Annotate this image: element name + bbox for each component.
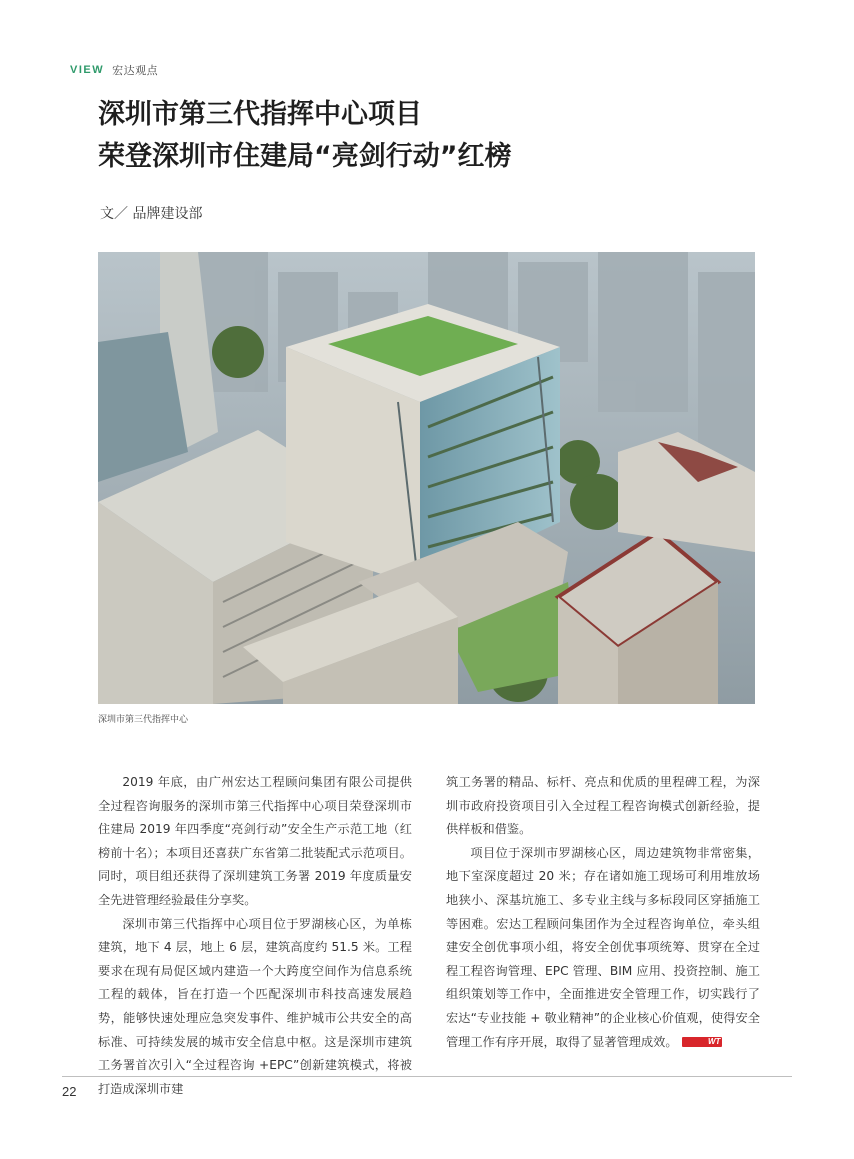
paragraph-3 [446,842,760,1054]
paragraph-3-text: 项目位于深圳市罗湖核心区，周边建筑物非常密集，地下室深度超过 20 米；存在诸如施工现场可利用堆放场地狭小、深基坑施工、多专业主线与多标段同区穿插施工等困难。宏达工程顾问集团作为全过程咨询单位，牵头组建安全创优事项小组，将安全创优事项统筹、贯穿在全过程工程咨询管理、EPC 管理、BIM 应用、投资控制、施工组织策划等工作中，全面推进安全管理工作，切实践行了宏达“专业技能 + 敬业精神”的企业核心价值观，使得安全管理工作有序开展，取得了显著管理成效。 [446,845,760,1049]
title-line-2: 荣登深圳市住建局“亮剑行动”红榜 [98,141,512,172]
article-column-left [98,771,412,1101]
building-rendering-image [98,252,755,704]
section-tag [70,62,158,78]
view-label: VIEW [70,64,105,76]
page-number: 22 [62,1084,77,1099]
image-caption: 深圳市第三代指挥中心 [98,715,189,725]
end-mark-logo: WT [682,1037,723,1047]
paragraph-2: 深圳市第三代指挥中心项目位于罗湖核心区，为单栋建筑，地下 4 层，地上 6 层，建筑高度约 51.5 米。工程要求在现有局促区域内建造一个大跨度空间作为信息系统工程的载体，旨在打造一个匹配深圳市科技高速发展趋势，能够快速处理应急突发事件、维护城市公共安全的高标准、可持续发展的城市安全信息中枢。这是深圳市建筑工务署首次引入“全过程咨询 +EPC”创新建筑模式，将被打造成深圳市建 [98,916,412,1096]
article-column-right [446,771,760,1054]
byline: 文／ 品牌建设部 [100,206,203,222]
title-line-1: 深圳市第三代指挥中心项目 [98,99,422,130]
section-label: 宏达观点 [112,64,159,77]
footer-rule [62,1076,792,1077]
paragraph-2-continued: 筑工务署的精品、标杆、亮点和优质的里程碑工程，为深圳市政府投资项目引入全过程工程咨询模式创新经验，提供样板和借鉴。 [446,775,760,837]
building-illustration [98,252,755,704]
article-title [98,94,758,178]
paragraph-1: 2019 年底，由广州宏达工程顾问集团有限公司提供全过程咨询服务的深圳市第三代指挥中心项目荣登深圳市住建局 2019 年四季度“亮剑行动”安全生产示范工地（红榜前十名）；本项目还喜获广东省第二批装配式示范项目。同时，项目组还获得了深圳建筑工务署 2019 年度质量安全先进管理经验最佳分享奖。 [98,775,412,907]
